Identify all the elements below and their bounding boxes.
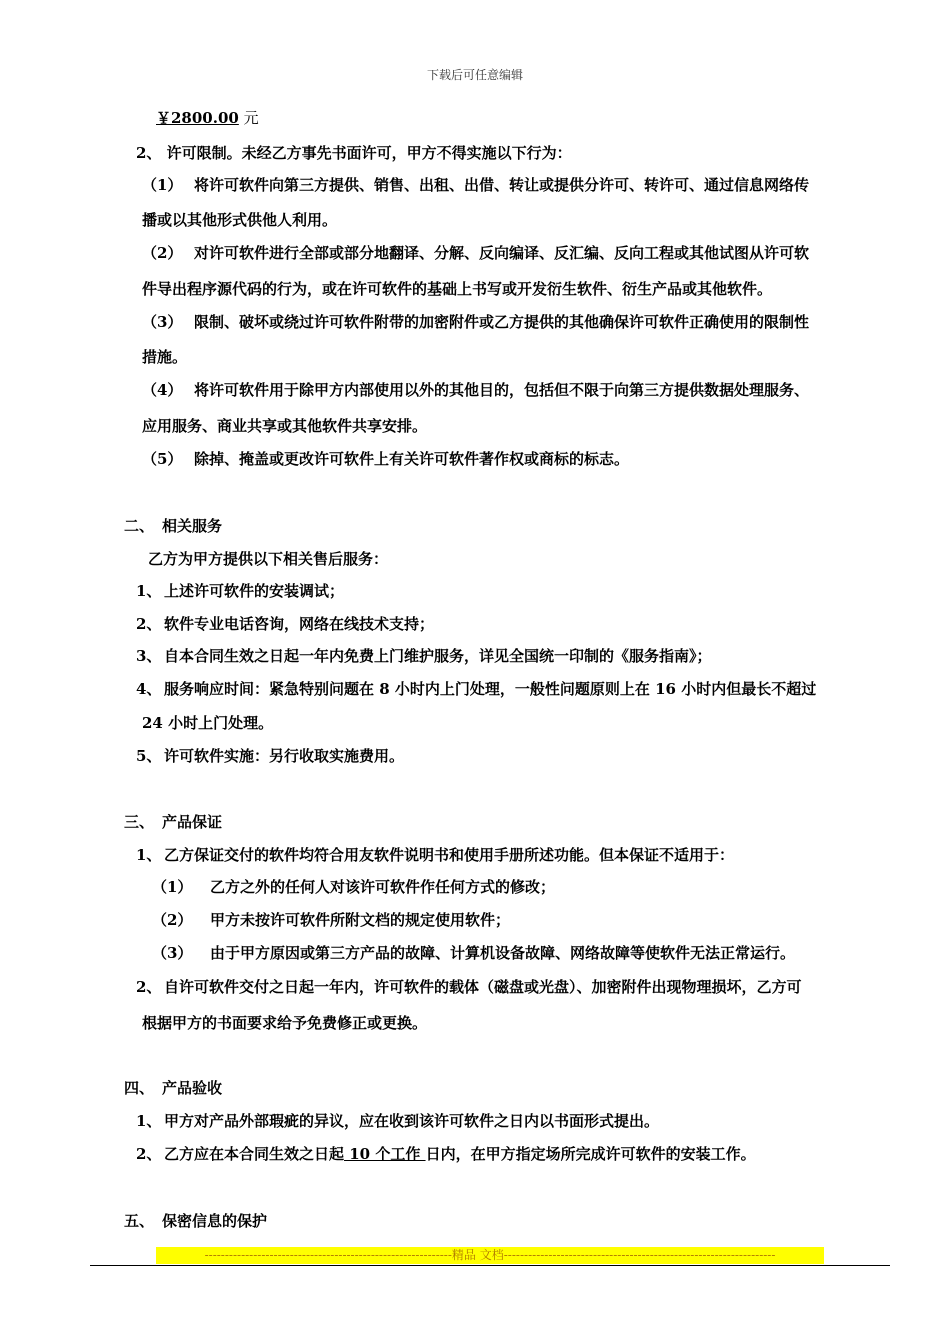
- warranty-item: 2、 自许可软件交付之日起一年内，许可软件的载体（磁盘或光盘）、加密附件出现物理损坏，乙方可: [136, 978, 802, 996]
- warranty-subitem: （3） 由于甲方原因或第三方产品的故障、计算机设备故障、网络故障等使软件无法正常运行。: [152, 944, 796, 962]
- acceptance-item: 1、 甲方对产品外部瑕疵的异议，应在收到该许可软件之日内以书面形式提出。: [136, 1112, 660, 1130]
- restriction-item-cont: 应用服务、商业共享或其他软件共享安排。: [142, 417, 428, 435]
- acceptance-item: 2、 乙方应在本合同生效之日起 10 个工作 日内，在甲方指定场所完成许可软件的安装工作。: [136, 1145, 756, 1163]
- license-restriction-intro: 2、 许可限制。未经乙方事先书面许可，甲方不得实施以下行为：: [136, 144, 572, 162]
- price-line: [156, 108, 259, 128]
- restriction-item-cont: 播或以其他形式供他人利用。: [142, 211, 338, 229]
- warranty-item: 1、 乙方保证交付的软件均符合用友软件说明书和使用手册所述功能。但本保证不适用于：: [136, 846, 735, 864]
- working-days: 10 个工作: [344, 1145, 426, 1163]
- footer-banner: -------------------------------------------------------------精品 文档-------------------------------------------------------------------: [156, 1247, 824, 1264]
- restriction-item: （5） 除掉、掩盖或更改许可软件上有关许可软件著作权或商标的标志。: [142, 450, 630, 468]
- service-item: 4、 服务响应时间：紧急特别问题在 8 小时内上门处理，一般性问题原则上在 16 小时内但最长不超过: [136, 680, 817, 698]
- section-heading-warranty: 三、 产品保证: [124, 813, 223, 831]
- service-item: 2、 软件专业电话咨询，网络在线技术支持；: [136, 615, 435, 633]
- service-item: 3、 自本合同生效之日起一年内免费上门维护服务，详见全国统一印制的《服务指南》；: [136, 647, 712, 665]
- restriction-item: （3） 限制、破坏或绕过许可软件附带的加密附件或乙方提供的其他确保许可软件正确使用的限制性: [142, 313, 810, 331]
- restriction-item: （1） 将许可软件向第三方提供、销售、出租、出借、转让或提供分许可、转许可、通过信息网络传: [142, 176, 810, 194]
- price-unit: 元: [238, 109, 259, 127]
- restriction-item-cont: 措施。: [142, 348, 188, 366]
- warranty-subitem: （1） 乙方之外的任何人对该许可软件作任何方式的修改；: [152, 878, 556, 896]
- footer-divider: [90, 1265, 890, 1266]
- service-item-cont: 24 小时上门处理。: [142, 714, 274, 732]
- restriction-item: （4） 将许可软件用于除甲方内部使用以外的其他目的，包括但不限于向第三方提供数据处理服务、: [142, 381, 810, 399]
- section-heading-services: 二、 相关服务: [124, 517, 223, 535]
- service-item: 5、 许可软件实施：另行收取实施费用。: [136, 747, 405, 765]
- section-heading-confidentiality: 五、 保密信息的保护: [124, 1212, 268, 1230]
- service-item: 1、 上述许可软件的安装调试；: [136, 582, 345, 600]
- services-intro: 乙方为甲方提供以下相关售后服务：: [148, 550, 389, 568]
- section-heading-acceptance: 四、 产品验收: [124, 1079, 223, 1097]
- header-note: 下载后可任意编辑: [426, 68, 523, 82]
- footer-label: 精品 文档: [451, 1248, 504, 1262]
- warranty-subitem: （2） 甲方未按许可软件所附文档的规定使用软件；: [152, 911, 511, 929]
- warranty-item-cont: 根据甲方的书面要求给予免费修正或更换。: [142, 1014, 428, 1032]
- price-amount: ￥2800.00: [156, 109, 239, 127]
- restriction-item: （2） 对许可软件进行全部或部分地翻译、分解、反向编译、反汇编、反向工程或其他试图从许可软: [142, 244, 810, 262]
- restriction-item-cont: 件导出程序源代码的行为，或在许可软件的基础上书写或开发衍生软件、衍生产品或其他软件。: [142, 280, 773, 298]
